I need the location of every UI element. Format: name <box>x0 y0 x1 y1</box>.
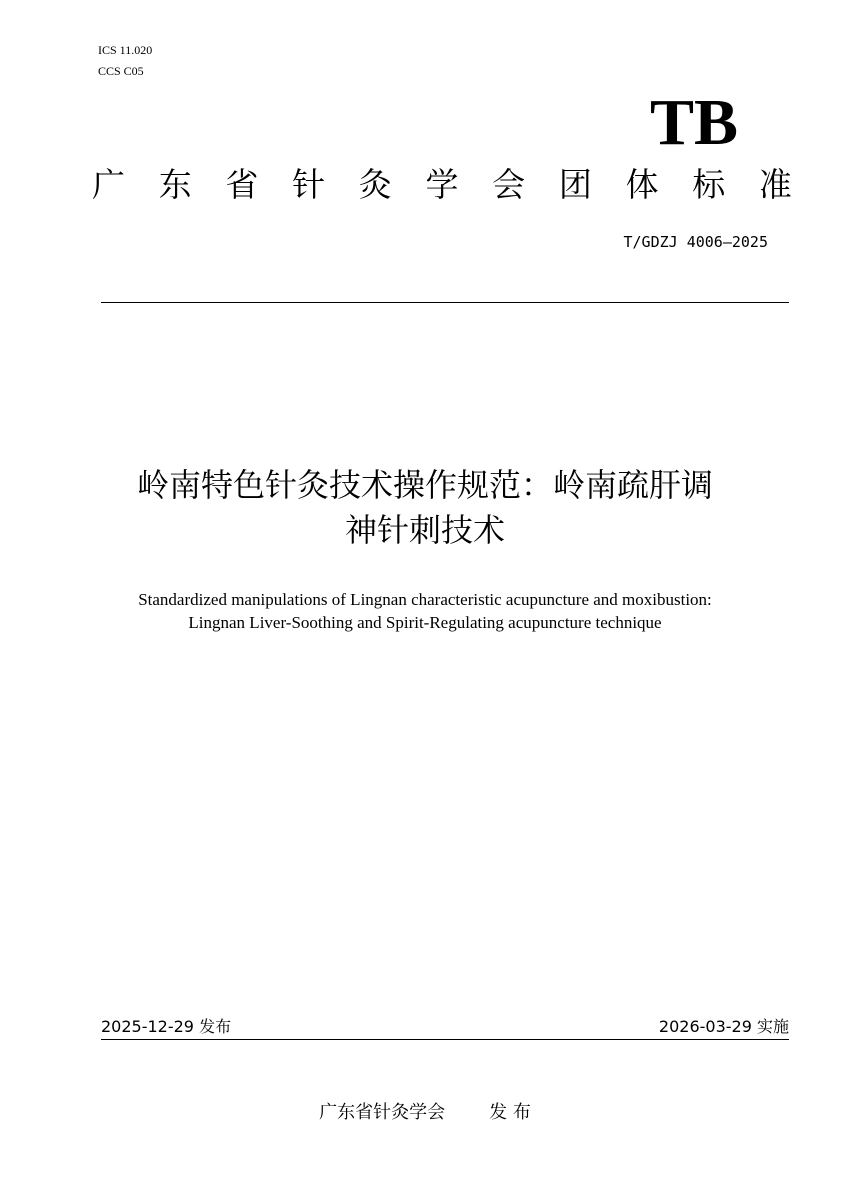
tb-logo: TB <box>649 86 738 159</box>
chinese-title <box>60 463 790 553</box>
org-title-char: 省 <box>225 165 259 204</box>
bottom-divider <box>101 1039 789 1040</box>
org-title-char: 会 <box>492 165 526 204</box>
chinese-title-line-2: 神针刺技术 <box>344 511 505 549</box>
org-standard-title <box>92 163 792 207</box>
english-title-line-1: Standardized manipulations of Lingnan characteristic acupuncture and moxibustion: <box>138 590 712 609</box>
chinese-title-line-1: 岭南特色针灸技术操作规范：岭南疏肝调 <box>136 466 713 504</box>
publisher-line <box>0 1101 850 1125</box>
english-title-line-2: Lingnan Liver-Soothing and Spirit-Regulating acupuncture technique <box>188 613 662 632</box>
org-title-char: 东 <box>158 165 192 204</box>
top-divider <box>101 302 789 303</box>
org-title-char: 准 <box>758 165 792 204</box>
english-title <box>60 588 790 634</box>
org-title-char: 灸 <box>358 165 392 204</box>
ccs-code: CCS C05 <box>98 64 144 78</box>
org-title-char: 广 <box>92 165 125 204</box>
org-title-char: 体 <box>625 165 659 204</box>
org-title-char: 针 <box>292 165 326 204</box>
ics-code: ICS 11.020 <box>98 43 153 57</box>
org-title-char: 标 <box>692 165 726 204</box>
implementation-date: 2026-03-29 实施 <box>658 1017 789 1036</box>
publish-label: 发 布 <box>489 1102 531 1123</box>
issue-date: 2025-12-29 发布 <box>101 1017 232 1036</box>
standard-number: T/GDZJ 4006—2025 <box>623 233 768 251</box>
org-title-char: 学 <box>425 165 459 204</box>
publisher-name: 广东省针灸学会 <box>319 1102 446 1123</box>
org-title-char: 团 <box>558 165 592 204</box>
